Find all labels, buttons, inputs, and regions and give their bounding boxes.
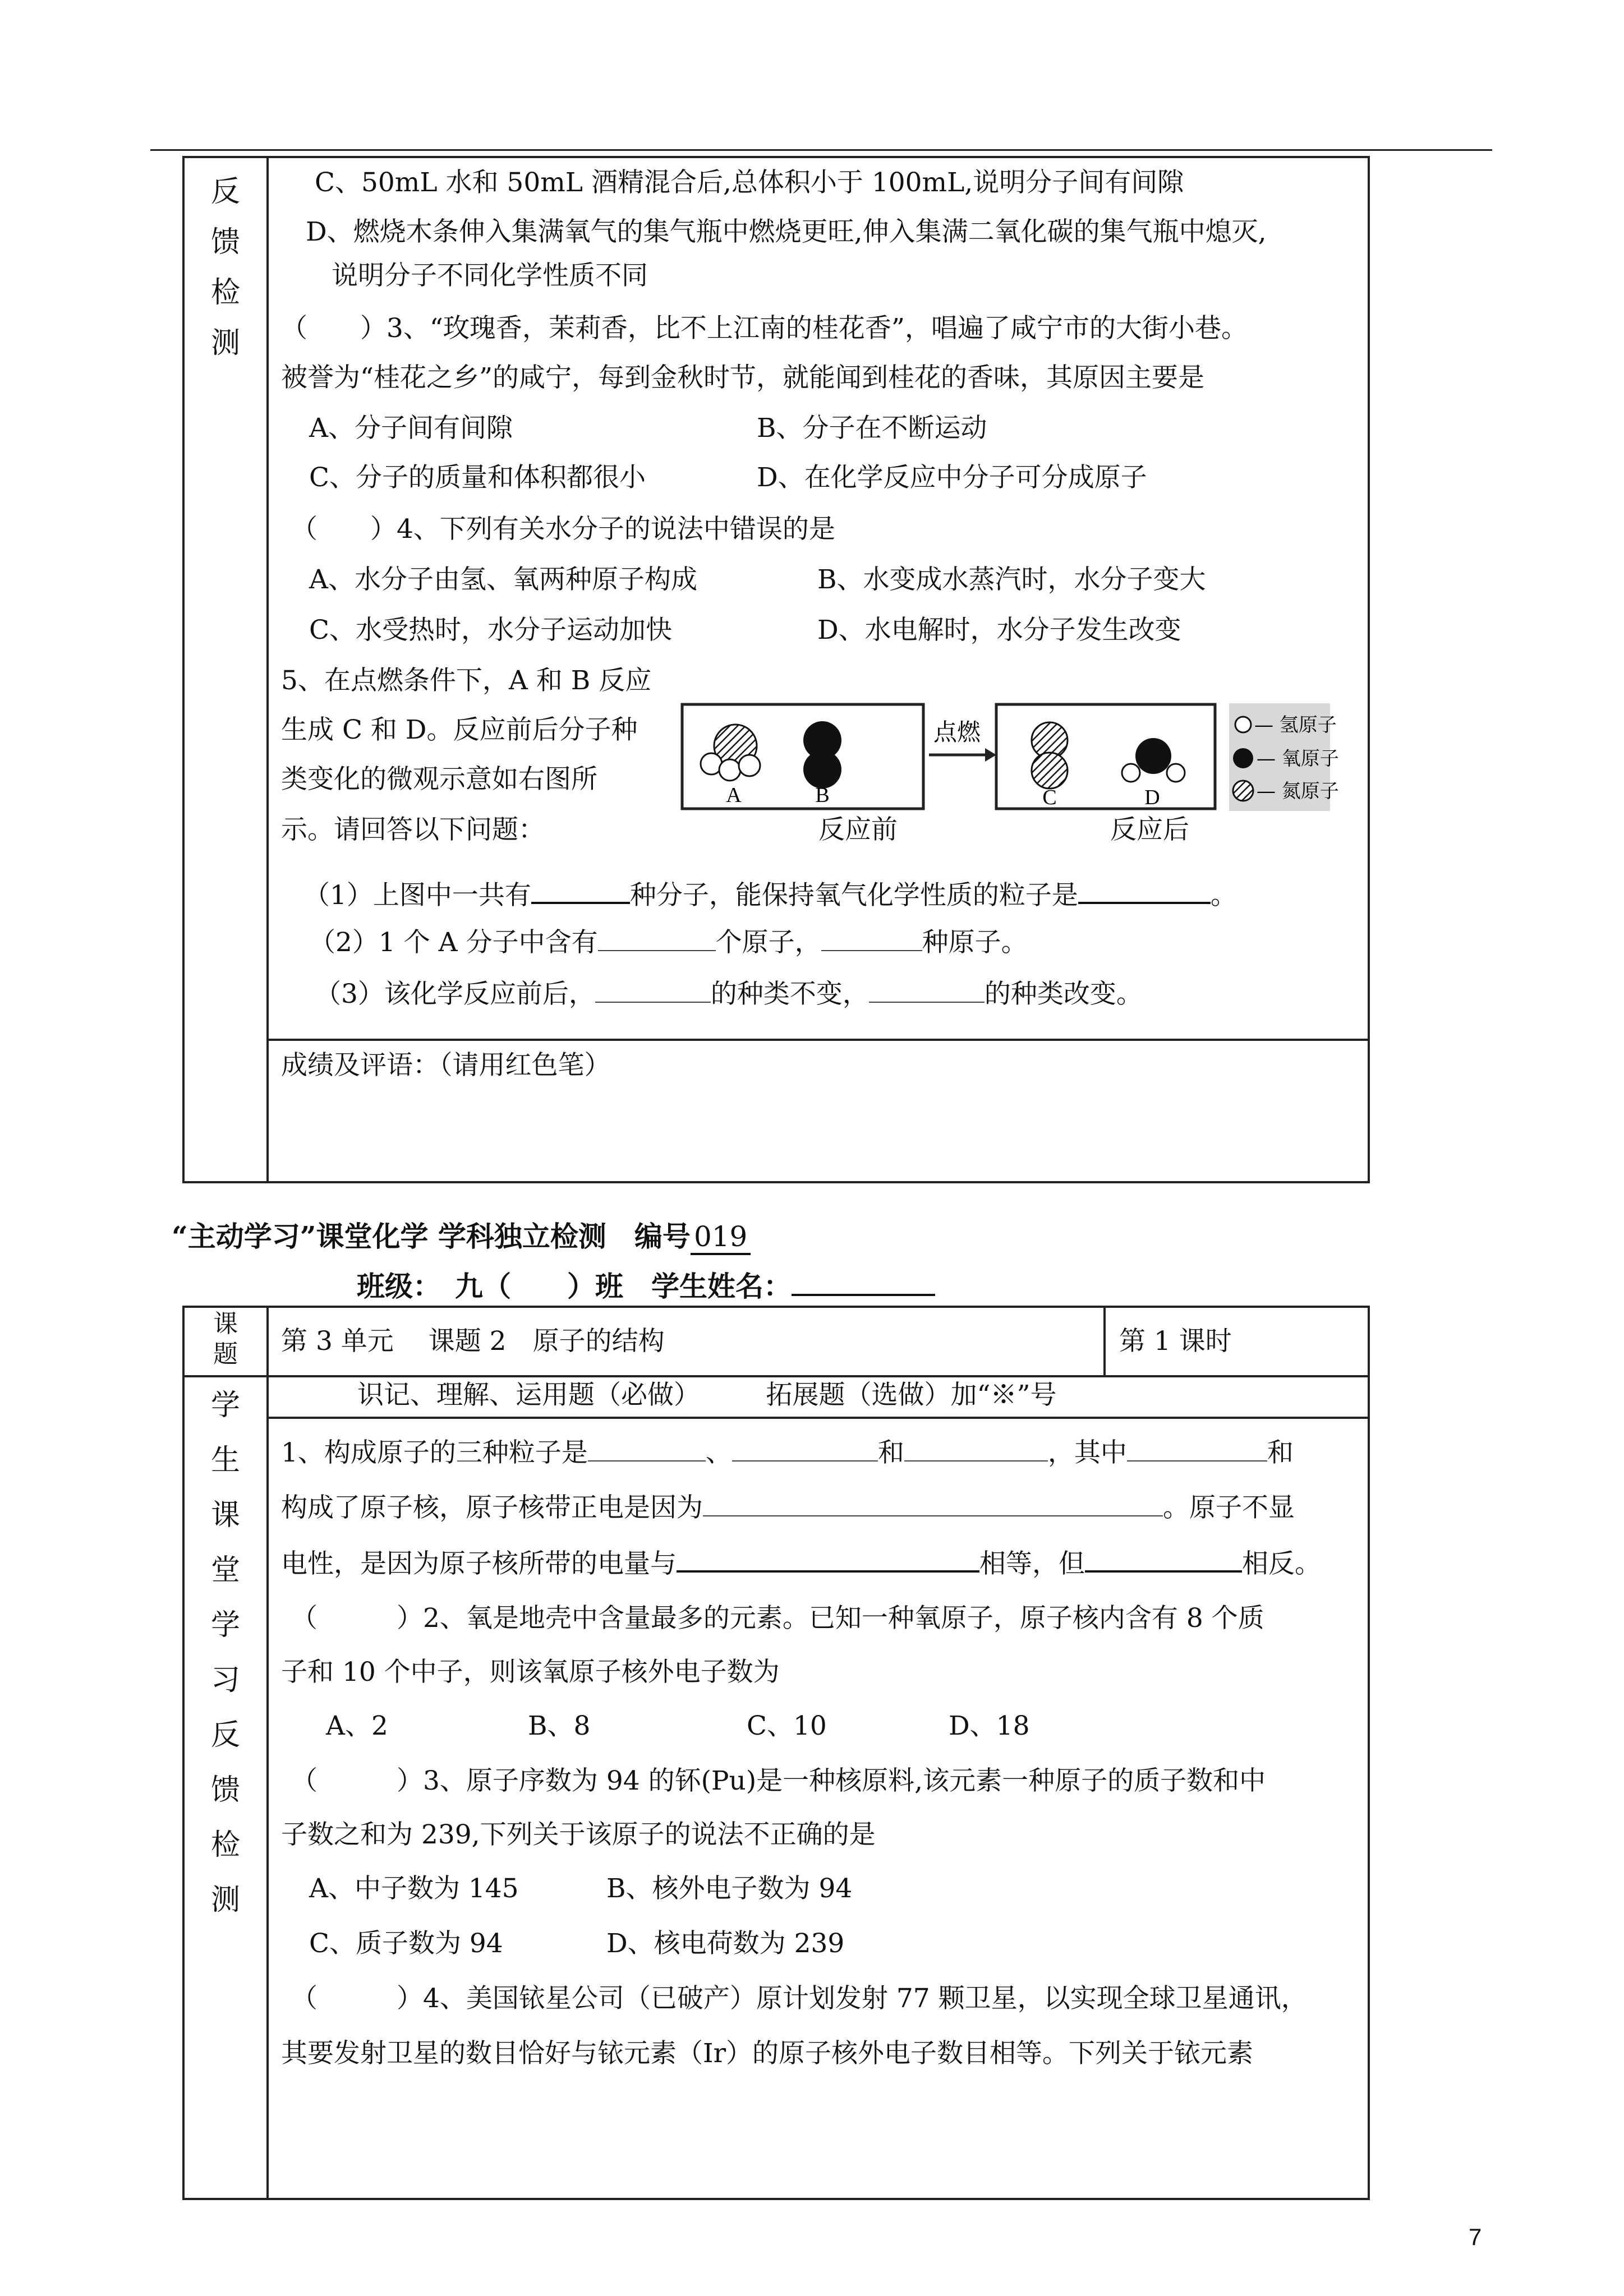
answer-blank[interactable] — [598, 925, 716, 951]
topic-label: 课 — [213, 1310, 238, 1338]
q3-option-c: C、分子的质量和体积都很小 — [309, 462, 646, 493]
worksheet-code: 019 — [691, 1220, 751, 1255]
caption-before: 反应前 — [818, 814, 898, 845]
q3-option-d: D、核电荷数为 239 — [606, 1928, 845, 1959]
answer-blank[interactable] — [531, 877, 630, 904]
side-char: 测 — [210, 326, 240, 360]
side-char: 习 — [210, 1663, 240, 1697]
side-char: 课 — [210, 1499, 240, 1532]
side-char: 堂 — [210, 1553, 240, 1587]
row-divider — [185, 1375, 1368, 1377]
q3-option-a: A、分子间有间隙 — [309, 413, 513, 444]
worksheet-title: “主动学习”课堂化学 学科独立检测 编号 019 — [172, 1220, 751, 1253]
label-a: A — [726, 783, 742, 807]
answer-blank[interactable] — [1085, 1546, 1242, 1573]
grade-comment-label: 成绩及评语：（请用红色笔） — [281, 1050, 611, 1081]
caption-after: 反应后 — [1110, 814, 1189, 845]
q4-stem: （ ）4、下列有关水分子的说法中错误的是 — [291, 514, 835, 545]
option-d-cont: 说明分子不同化学性质不同 — [332, 260, 648, 291]
q3-option-c: C、质子数为 94 — [309, 1928, 503, 1959]
answer-blank[interactable] — [677, 1546, 979, 1573]
sub-question-1: （1）上图中一共有 种分子，能保持氧气化学性质的粒子是 。 — [303, 877, 1237, 912]
q1-line3: 电性，是因为原子核所带的电量与 相等，但 相反。 — [281, 1546, 1321, 1581]
q5-line: 示。请回答以下问题： — [281, 814, 545, 845]
side-char: 测 — [210, 1883, 240, 1917]
q4-option-d: D、水电解时，水分子发生改变 — [817, 615, 1181, 646]
student-name-blank[interactable] — [792, 1269, 935, 1296]
q3-stem: （ ）3、“玫瑰香，茉莉香，比不上江南的桂花香”，唱遍了咸宁市的大街小巷。 — [281, 313, 1248, 344]
q3-option-b: B、核外电子数为 94 — [606, 1873, 853, 1904]
legend-hydrogen: — 氢原子 — [1254, 714, 1337, 736]
q4-option-b: B、水变成水蒸汽时，水分子变大 — [817, 564, 1206, 595]
legend-oxygen-icon — [1233, 748, 1253, 768]
arrow-label: 点燃 — [933, 718, 981, 746]
feedback-table-1 — [182, 156, 1370, 1183]
period-label: 第 1 课时 — [1119, 1326, 1232, 1357]
q5-line: 5、在点燃条件下，A 和 B 反应 — [281, 665, 652, 696]
q4-line1: （ ）4、美国铱星公司（已破产）原计划发射 77 颗卫星，以实现全球卫星通讯， — [291, 1983, 1308, 2014]
answer-blank[interactable] — [1078, 877, 1211, 904]
topic-label: 题 — [213, 1340, 238, 1368]
q2-option-c: C、10 — [747, 1711, 827, 1741]
row-divider — [269, 1417, 1368, 1419]
q4-line2: 其要发射卫星的数目恰好与铱元素（Ir）的原子核外电子数目相等。下列关于铱元素 — [281, 2038, 1254, 2069]
side-char: 反 — [210, 175, 240, 209]
topic-title: 第 3 单元 课题 2 原子的结构 — [281, 1326, 665, 1357]
q4-option-c: C、水受热时，水分子运动加快 — [309, 615, 672, 646]
q2-line2: 子和 10 个中子，则该氧原子核外电子数为 — [281, 1657, 780, 1688]
side-char: 馈 — [210, 225, 240, 259]
instruction-text: 识记、理解、运用题（必做） 拓展题（选做）加“※”号 — [357, 1380, 1057, 1410]
answer-blank[interactable] — [732, 1436, 878, 1461]
q5-line: 类变化的微观示意如右图所 — [281, 764, 597, 795]
feedback-table-2 — [182, 1306, 1370, 2200]
side-char: 检 — [210, 1828, 240, 1862]
side-char: 生 — [210, 1444, 240, 1477]
page-number: 7 — [1469, 2224, 1482, 2250]
q2-option-a: A、2 — [326, 1711, 388, 1741]
q3-line2: 子数之和为 239,下列关于该原子的说法不正确的是 — [281, 1819, 876, 1850]
q2-option-b: B、8 — [528, 1711, 591, 1741]
answer-blank[interactable] — [1127, 1436, 1267, 1461]
side-char: 检 — [210, 276, 240, 310]
class-info: 班级： 九（ ）班 学生姓名： — [357, 1269, 935, 1303]
q3-line1: （ ）3、原子序数为 94 的钚(Pu)是一种核原料,该元素一种原子的质子数和中 — [291, 1765, 1266, 1796]
label-c: C — [1042, 786, 1057, 809]
q3-option-b: B、分子在不断运动 — [757, 413, 987, 444]
q4-option-a: A、水分子由氢、氧两种原子构成 — [309, 564, 697, 595]
q3-option-a: A、中子数为 145 — [309, 1873, 519, 1904]
q3-stem-cont: 被誉为“桂花之乡”的咸宁，每到金秋时节，就能闻到桂花的香味，其原因主要是 — [281, 362, 1205, 393]
side-label-column — [185, 1375, 269, 2198]
q2-line1: （ ）2、氧是地壳中含量最多的元素。已知一种氧原子，原子核内含有 8 个质 — [291, 1603, 1264, 1634]
label-b: B — [815, 783, 830, 807]
label-d: D — [1144, 786, 1160, 809]
q1-line2: 构成了原子核，原子核带正电是因为 。原子不显 — [281, 1491, 1295, 1525]
side-label-column — [185, 158, 269, 1181]
option-c-text: C、50mL 水和 50mL 酒精混合后,总体积小于 100mL,说明分子间有间隙 — [315, 167, 1184, 198]
answer-blank[interactable] — [595, 977, 711, 1003]
option-d-text: D、燃烧木条伸入集满氧气的集气瓶中燃烧更旺,伸入集满二氧化碳的集气瓶中熄灭, — [306, 216, 1267, 247]
top-rule — [150, 149, 1492, 151]
answer-blank[interactable] — [904, 1436, 1048, 1461]
side-char: 反 — [210, 1718, 240, 1752]
topic-label-cell — [185, 1308, 269, 1375]
cell-divider — [1103, 1308, 1106, 1375]
side-char: 学 — [210, 1389, 240, 1422]
q5-line: 生成 C 和 D。反应前后分子种 — [281, 714, 638, 745]
legend-nitrogen-icon — [1233, 781, 1253, 801]
sub-question-2: （2）1 个 A 分子中含有 个原子， 种原子。 — [309, 925, 1028, 960]
legend-hydrogen-icon — [1235, 717, 1251, 732]
reaction-diagram — [682, 701, 1339, 813]
answer-blank[interactable] — [588, 1436, 706, 1461]
q3-option-d: D、在化学反应中分子可分成原子 — [757, 462, 1147, 493]
row-divider — [269, 1039, 1368, 1041]
arrow-icon — [929, 748, 996, 762]
answer-blank[interactable] — [703, 1491, 1163, 1516]
side-char: 学 — [210, 1608, 240, 1642]
answer-blank[interactable] — [821, 925, 922, 951]
sub-question-3: （3）该化学反应前后， 的种类不变， 的种类改变。 — [315, 977, 1143, 1011]
legend-nitrogen: — 氮原子 — [1257, 780, 1339, 803]
q2-option-d: D、18 — [949, 1711, 1030, 1741]
q1-line1: 1、构成原子的三种粒子是 、 和 ，其中 和 — [281, 1436, 1294, 1470]
legend-oxygen: — 氧原子 — [1257, 748, 1339, 770]
answer-blank[interactable] — [869, 977, 984, 1003]
side-char: 馈 — [210, 1773, 240, 1807]
